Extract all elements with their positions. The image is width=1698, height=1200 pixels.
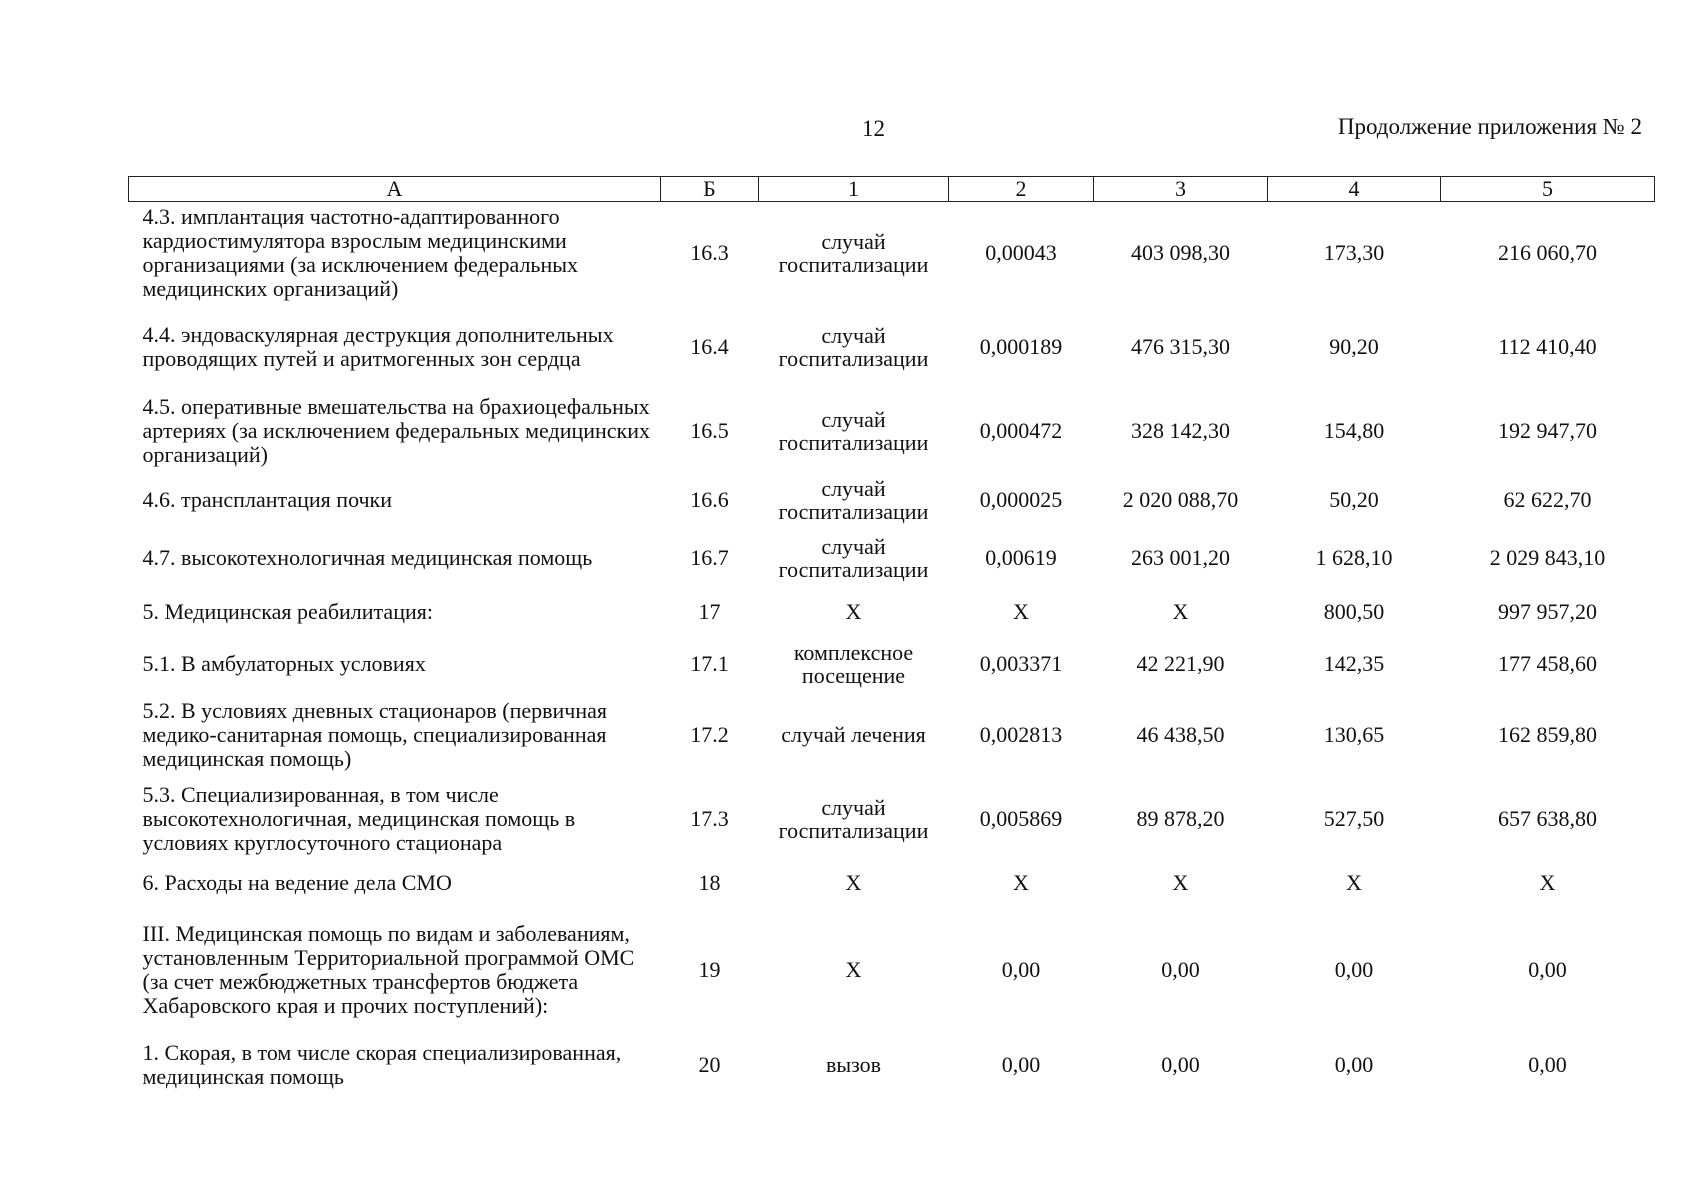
row-col-5: 2 029 843,10 [1489,544,1606,570]
row-unit: случай госпитализации [778,794,929,843]
row-col-4: 154,80 [1323,417,1385,443]
column-header-3: 3 [1094,177,1268,202]
row-col-2: 0,00 [1001,1051,1041,1077]
row-col-5: 657 638,80 [1498,805,1597,831]
row-col-2: 0,00043 [985,240,1057,266]
row-col-4: 90,20 [1329,333,1379,359]
row-name: III. Медицинская помощь по видам и заболеваниям, установленным Территориальной программой ОМС (за счет межбюджетных трансфертов бюджета Хабаровского края и прочих поступлений): [142,920,635,1018]
row-name: 5.3. Специализированная, в том числе высокотехнологичная, медицинская помощь в условиях круглосуточного стационара [142,781,576,855]
row-col-5: 997 957,20 [1498,598,1597,624]
row-col-2: 0,005869 [979,805,1063,831]
row-unit: случай лечения [781,722,926,747]
row-col-5: 0,00 [1528,956,1567,982]
table-row [129,777,1655,861]
row-col-5: 62 622,70 [1503,486,1592,512]
header-row [129,177,1655,202]
column-header-2: 2 [949,177,1094,202]
row-col-2: Х [1013,869,1029,895]
table-row [129,589,1655,635]
row-code: 17.2 [690,721,729,747]
row-col-3: 46 438,50 [1136,721,1225,747]
row-col-3: 0,00 [1161,956,1200,982]
row-col-2: 0,000472 [979,417,1063,443]
row-code: 20 [698,1051,721,1077]
row-code: 16.6 [690,486,729,512]
row-unit: случай госпитализации [778,406,929,455]
data-table [128,176,1655,1095]
row-unit: Х [845,870,862,895]
row-col-2: 0,00 [1001,956,1041,982]
page-number: 12 [862,116,885,141]
table-row [129,861,1655,905]
row-col-3: 2 020 088,70 [1122,486,1239,512]
row-name: 5. Медицинская реабилитация: [142,598,433,624]
row-col-4: 1 628,10 [1315,544,1393,570]
column-header-1: 1 [759,177,949,202]
row-unit: случай госпитализации [778,322,929,371]
table-row [129,305,1655,389]
row-col-2: 0,00619 [985,544,1057,570]
row-col-4: 130,65 [1323,721,1385,747]
row-col-4: 142,35 [1323,650,1385,676]
row-col-3: 476 315,30 [1131,333,1230,359]
row-col-2: 0,002813 [979,721,1063,747]
row-col-2: 0,000189 [979,333,1063,359]
row-col-4: 800,50 [1323,598,1385,624]
row-name: 5.1. В амбулаторных условиях [142,650,426,676]
row-col-3: 89 878,20 [1136,805,1225,831]
row-unit: комплексное посещение [793,639,914,688]
table-row [129,693,1655,777]
row-col-3: 42 221,90 [1136,650,1225,676]
row-code: 17 [698,598,721,624]
row-col-3: Х [1172,869,1189,895]
row-unit: Х [845,599,862,624]
row-col-5: 162 859,80 [1498,721,1597,747]
appendix-continuation-label: Продолжение приложения № 2 [1337,114,1642,139]
table-row [129,202,1655,305]
row-code: 16.4 [690,333,729,359]
row-unit: случай госпитализации [778,475,929,524]
column-header-5: 5 [1441,177,1655,202]
row-col-5: 112 410,40 [1498,333,1597,359]
row-unit: случай госпитализации [778,229,929,278]
table-header [129,177,1655,202]
row-col-4: 0,00 [1334,956,1374,982]
row-col-5: 177 458,60 [1498,650,1597,676]
row-col-4: 0,00 [1334,1051,1374,1077]
column-header-a: А [129,177,661,202]
row-code: 16.5 [690,417,729,443]
table-row [129,905,1655,1035]
row-col-3: 263 001,20 [1131,544,1230,570]
table-row [129,1035,1655,1095]
row-unit: Х [845,957,862,982]
row-code: 16.7 [690,544,729,570]
row-col-4: 50,20 [1329,486,1379,512]
row-col-3: 328 142,30 [1131,417,1230,443]
row-name: 6. Расходы на ведение дела СМО [142,869,452,895]
row-col-3: 0,00 [1161,1051,1200,1077]
row-col-5: 0,00 [1528,1051,1567,1077]
table-row [129,527,1655,589]
row-name: 5.2. В условиях дневных стационаров (первичная медико-санитарная помощь, специализированная медицинская помощь) [142,697,608,771]
row-name: 4.5. оперативные вмешательства на брахиоцефальных артериях (за исключением федеральных медицинских организаций) [142,393,651,467]
row-col-4: 527,50 [1323,805,1385,831]
table-row [129,473,1655,527]
row-unit: вызов [825,1052,882,1077]
row-col-3: Х [1172,598,1189,624]
row-col-2: 0,000025 [979,486,1063,512]
table-row [129,635,1655,693]
table-row [129,389,1655,473]
row-col-3: 403 098,30 [1131,240,1230,266]
row-name: 4.7. высокотехнологичная медицинская помощь [142,544,593,570]
row-code: 18 [698,869,721,895]
row-col-5: 192 947,70 [1498,417,1597,443]
row-col-5: 216 060,70 [1498,240,1597,266]
row-code: 17.3 [690,805,729,831]
row-unit: случай госпитализации [778,533,929,582]
row-col-2: 0,003371 [979,650,1063,676]
row-name: 4.6. трансплантация почки [142,486,393,512]
column-header-b: Б [661,177,759,202]
row-name: 4.4. эндоваскулярная деструкция дополнительных проводящих путей и аритмогенных зон сердца [142,321,614,371]
row-name: 4.3. имплантация частотно-адаптированного кардиостимулятора взрослым медицинскими организациями (за исключением федеральных медицинских организаций) [142,204,579,302]
row-code: 16.3 [690,240,729,266]
row-col-2: Х [1013,598,1029,624]
row-code: 17.1 [690,650,729,676]
row-code: 19 [698,956,721,982]
row-col-4: Х [1346,869,1362,895]
row-col-5: Х [1539,869,1556,895]
row-col-4: 173,30 [1323,240,1385,266]
row-name: 1. Скорая, в том числе скорая специализированная, медицинская помощь [142,1039,622,1089]
column-header-4: 4 [1268,177,1441,202]
